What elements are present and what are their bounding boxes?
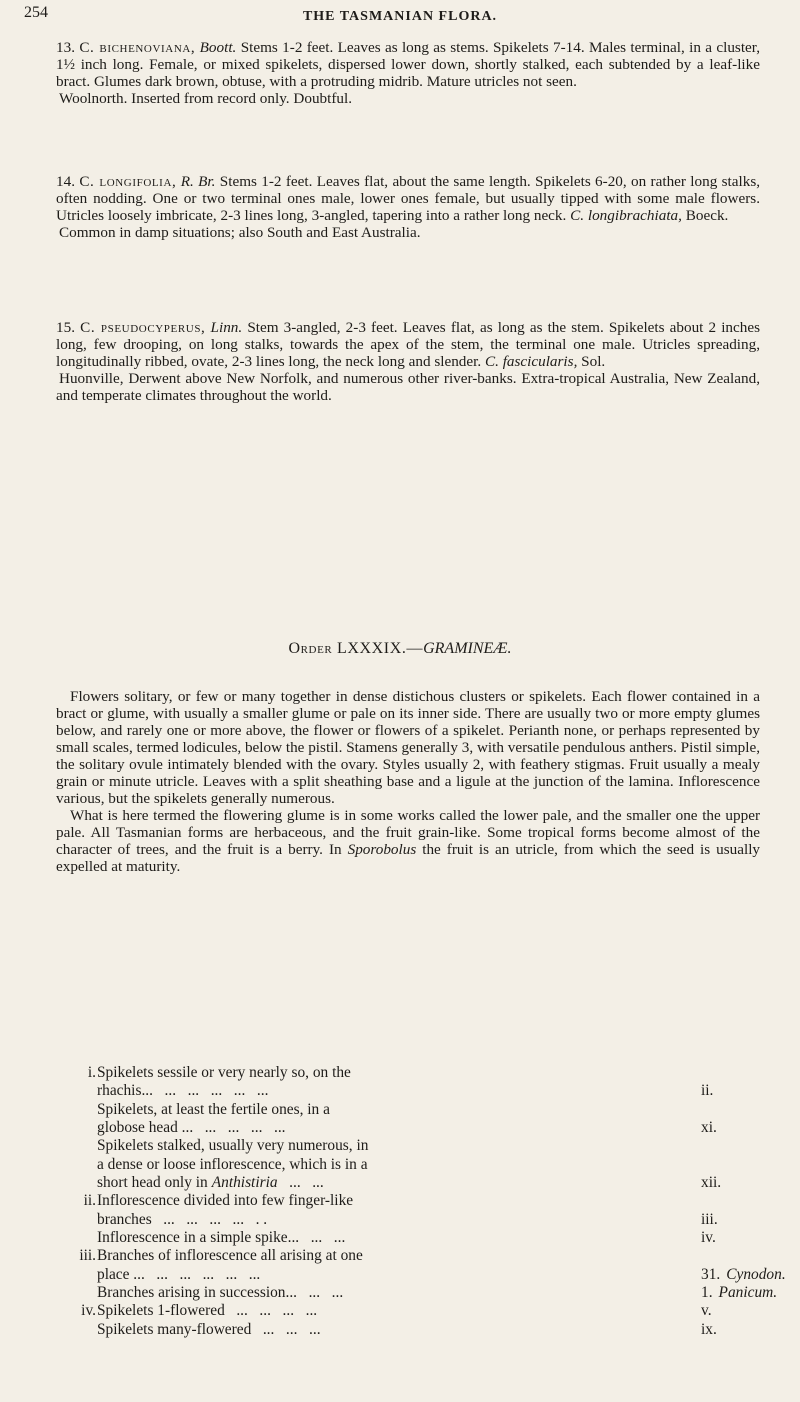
key-row [56, 1284, 776, 1302]
key-row [56, 1265, 786, 1284]
key-text: Branches arising in succession... ... ... [97, 1284, 344, 1302]
order-description-block [56, 688, 760, 875]
key-row [56, 1064, 776, 1082]
key-text: short head only in Anthistiria ... ... [97, 1174, 324, 1192]
entry-14-description: 14. C. longifolia, R. Br. Stems 1-2 feet. Leaves flat, about the same length. Spikelets 6-20, on rather long stalks, often nodding. One or two terminal ones male, lower ones female, but usually tipped with some male flowers. Utricles loosely imbricate, 2-3 lines long, 3-angled, tapering into a rather long neck. C. longibrachiata, Boeck. [56, 173, 761, 224]
order-prefix: Order LXXXIX.— [288, 640, 424, 657]
key-text: Spikelets 1-flowered ... ... ... ... [97, 1302, 318, 1320]
key-reference: 31. Cynodon. [701, 1265, 786, 1283]
key-row [56, 1302, 776, 1320]
key-row [56, 1082, 776, 1100]
key-row [56, 1321, 776, 1339]
key-row [56, 1119, 776, 1137]
entry-15-locality: Huonville, Derwent above New Norfolk, and numerous other river-banks. Extra-tropical Australia, New Zealand, and temperate climates throughout the world. [56, 369, 760, 404]
key-reference: v. [701, 1302, 712, 1320]
order-heading [0, 640, 800, 658]
key-text: Inflorescence divided into few finger-like [97, 1192, 354, 1210]
key-text: globose head ... ... ... ... ... [97, 1119, 286, 1137]
running-title: THE TASMANIAN FLORA. [302, 9, 498, 24]
key-reference: xi. [701, 1119, 717, 1137]
key-row [56, 1192, 776, 1210]
key-text: rhachis... ... ... ... ... ... [97, 1082, 269, 1100]
page-number: 254 [24, 4, 48, 21]
key-text: Spikelets, at least the fertile ones, in a [97, 1100, 330, 1118]
key-reference-genus: Cynodon. [726, 1265, 786, 1283]
key-text: Spikelets many-flowered ... ... ... [97, 1320, 321, 1338]
key-text: a dense or loose inflorescence, which is in a [97, 1155, 368, 1173]
key-row [56, 1211, 776, 1229]
key-row [56, 1156, 776, 1174]
key-text: Branches of inflorescence all arising at one [97, 1247, 363, 1265]
key-number: iii. [79, 1247, 96, 1265]
key-row [56, 1137, 776, 1155]
order-note: What is here termed the flowering glume is in some works called the lower pale, and the smaller one the upper pale. All Tasmanian forms are herbaceous, and the fruit grain-like. Some tropical forms become almost of the character of trees, and the fruit is a berry. In Sporobolus the fruit is an utricle, from which the seed is usually expelled at maturity. [56, 807, 761, 875]
entry-13-description: 13. C. bichenoviana, Boott. Stems 1-2 feet. Leaves as long as stems. Spikelets 7-14. Males terminal, in a cluster, 1½ inch long. Female, or mixed spikelets, dispersed lower down, shortly stalked, each subtended by a leaf-like bract. Glumes dark brown, obtuse, with a protruding midrib. Mature utricles not seen. [56, 39, 761, 90]
key-reference: iii. [701, 1210, 718, 1228]
species-entry-15 [56, 320, 760, 405]
key-genus: Anthistiria [211, 1174, 278, 1192]
key-row [56, 1174, 776, 1192]
key-number: i. [87, 1064, 96, 1081]
key-text: branches ... ... ... ... . . [97, 1210, 268, 1228]
key-number: ii. [83, 1192, 96, 1210]
order-name: GRAMINEÆ. [423, 640, 512, 657]
entry-13-locality: Woolnorth. Inserted from record only. Doubtful. [59, 89, 353, 107]
key-text: Spikelets sessile or very nearly so, on the [97, 1064, 351, 1081]
genus-key [56, 1064, 786, 1339]
key-reference: 1. Panicum. [701, 1284, 778, 1302]
key-reference: xii. [701, 1174, 722, 1192]
key-text: Spikelets stalked, usually very numerous, in [97, 1137, 369, 1155]
key-text: Inflorescence in a simple spike... ... ... [97, 1229, 346, 1247]
key-number: iv. [81, 1302, 96, 1320]
entry-15-description: 15. C. pseudocyperus, Linn. Stem 3-angled, 2-3 feet. Leaves flat, as long as the stem. Spikelets about 2 inches long, few drooping, on long stalks, towards the apex of the stem, the terminal one male. Utricles spreading, longitudinally ribbed, ovate, 2-3 lines long, the neck long and slender. C. fascicularis, Sol. [56, 319, 760, 370]
key-row [56, 1247, 776, 1265]
key-reference: ix. [701, 1320, 717, 1338]
key-reference: iv. [701, 1229, 716, 1247]
key-row [56, 1229, 776, 1247]
species-entry-13 [56, 40, 760, 108]
order-description: Flowers solitary, or few or many together in dense distichous clusters or spikelets. Each flower contained in a bract or glume, with usually a smaller glume or pale on its inner side. There are usually two or more empty glumes below, and rarely one or more above, the flower or flowers of a spikelet. Perianth none, or perhaps represented by small scales, termed lodicules, below the pistil. Stamens generally 3, with versatile pendulous anthers. Pistil simple, the solitary ovule intimately blended with the ovary. Styles usually 2, with feathery stigmas. Fruit usually a mealy grain or minute utricle. Leaves with a split sheathing base and a ligule at the junction of the lamina. Inflorescence various, but the spikelets generally numerous. [56, 688, 760, 807]
key-text: place ... ... ... ... ... ... [97, 1265, 261, 1283]
entry-14-locality: Common in damp situations; also South and East Australia. [59, 223, 421, 241]
key-row [56, 1101, 776, 1119]
species-entry-14 [56, 174, 760, 242]
key-reference-genus: Panicum. [718, 1284, 778, 1302]
key-reference: ii. [701, 1082, 714, 1100]
